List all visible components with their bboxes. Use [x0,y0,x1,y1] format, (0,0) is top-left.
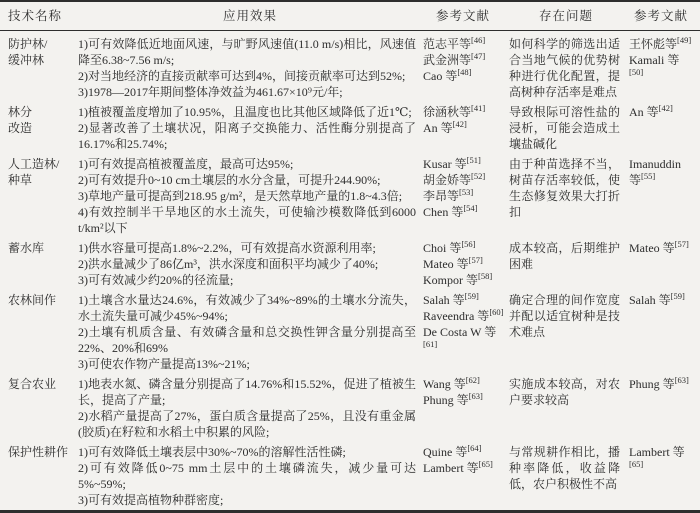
effect-item: 2)对当地经济的直接贡献率可达到4%，间接贡献率可达到52%; [78,69,406,83]
reference-item: Salah 等[59] [629,291,685,307]
effects-cell [78,292,422,372]
table-row [0,36,700,104]
reference-item: Lambert 等[65] [629,445,685,469]
effects-cell [78,240,422,288]
effect-item: 3)草地产量可提高到218.95 g/m²，是天然草地产量的1.8~4.3倍; [78,189,403,203]
tech-name-line: 农林间作 [8,293,57,307]
problem-references-cell [628,292,694,372]
problem-references-cell [628,376,694,440]
reference-number: [54] [463,203,478,213]
reference-item: Phung 等[63] [629,375,689,391]
tech-name-line: 缓冲林 [8,53,45,67]
tech-name-line: 防护林/ [8,37,48,51]
reference-number: [55] [641,171,656,181]
effects-cell [78,376,422,440]
reference-number: [49] [677,35,692,45]
tech-name-cell [8,156,78,236]
effect-references-cell [422,376,504,440]
effects-cell [78,444,422,508]
problem-references-cell [628,156,694,236]
reference-item: An 等[42] [423,119,467,135]
reference-item: De Costa W 等[61] [423,325,497,349]
reference-item: Chen 等[54] [423,203,478,219]
effect-item: 1)可有效降低近地面风速，与旷野风速值(11.0 m/s)相比，风速值降至6.38~7.56 m/s; [78,37,416,67]
effect-item: 3)可有效减少约20%的径流量; [78,273,234,287]
effects-cell [78,156,422,236]
reference-item: An 等[42] [629,103,673,119]
reference-item: 范志平等[46] [423,35,486,51]
reference-item: Salah 等[59] [423,291,479,307]
effect-item: 1)土壤含水量达24.6%，有效减少了34%~89%的土壤水分流失，水土流失量可减少45%~94%; [78,293,416,323]
problem-references-cell [628,104,694,152]
table-body [0,31,700,512]
reference-number: [57] [674,239,689,249]
effect-item: 3)可有效提高植物种群密度; [78,493,224,507]
header-application-effect: 应用效果 [222,9,277,23]
table-row [0,292,700,376]
effect-item: 2)可有效降低0~75 mm土层中的土壤磷流失，减少量可达5%~59%; [78,461,416,491]
table-row [0,240,700,292]
reference-number: [65] [478,459,493,469]
reference-number: [63] [674,375,689,385]
reference-number: [42] [658,103,673,113]
tech-name-line: 改造 [8,121,33,135]
reference-number: [61] [423,339,438,349]
effect-item: 1)供水容量可提高1.8%~2.2%，可有效提高水资源利用率; [78,241,376,255]
tech-name-line: 林分 [8,105,33,119]
tech-name-cell [8,240,78,288]
effect-item: 4)有效控制半干旱地区的水土流失，可使输沙模数降低到6000 t/km²以下 [78,205,416,235]
reference-number: [60] [489,307,504,317]
reference-item: Choi 等[56] [423,239,476,255]
reference-item: 胡金娇等[52] [423,171,486,187]
reference-item: Wang 等[62] [423,375,480,391]
tech-name-line: 保护性耕作 [8,445,69,459]
reference-item: Kusar 等[51] [423,155,481,171]
problem-cell: 由于种苗选择不当，树苗存活率较低，使生态修复效果大打折扣 [509,157,620,219]
problem-cell: 与常规耕作相比，播种率降低，收益降低，农户积极性不高 [509,445,620,491]
reference-item: Kamali 等[50] [629,53,680,77]
tech-name-line: 蓄水库 [8,241,45,255]
tech-name-cell [8,36,78,100]
effect-item: 1)地表水氮、磷含量分别提高了14.76%和15.52%，促进了植被生长，提高了产量; [78,377,416,407]
effect-references-cell [422,104,504,152]
effects-cell [78,36,422,100]
effects-cell [78,104,422,152]
reference-item: Phung 等[63] [423,391,483,407]
header-problems: 存在问题 [538,9,593,23]
reference-item: Quine 等[64] [423,443,482,459]
effect-item: 1)可有效降低土壤表层中30%~70%的溶解性活性磷; [78,445,346,459]
reference-number: [41] [471,103,486,113]
reference-number: [53] [459,187,474,197]
problem-references-cell [628,36,694,100]
reference-number: [48] [457,67,472,77]
reference-number: [52] [471,171,486,181]
problem-cell: 导致根际可溶性盐的浸析，可能会造成土壤盐碱化 [509,105,620,151]
reference-number: [51] [466,155,481,165]
reference-item: Imanuddin 等[55] [629,157,681,187]
problem-cell: 实施成本较高，对农户要求较高 [509,377,620,407]
reference-item: 武金洲等[47] [423,51,486,67]
reference-number: [50] [629,67,644,77]
table-row [0,104,700,156]
tech-name-line: 人工造林/ [8,157,60,171]
reference-number: [65] [629,459,644,469]
reference-item: Mateo 等[57] [423,255,483,271]
effect-references-cell [422,156,504,236]
effect-references-cell [422,36,504,100]
reference-number: [62] [465,375,480,385]
problem-references-cell [628,444,694,508]
tech-name-cell [8,292,78,372]
reference-item: Kompor 等[58] [423,271,493,287]
problem-cell: 成本较高，后期维护困难 [509,241,620,271]
reference-number: [59] [670,291,685,301]
effect-references-cell [422,444,504,508]
effect-item: 2)显著改善了土壤状况，阳离子交换能力、活性酶分别提高了16.17%和25.74%; [78,121,416,151]
reference-item: 李昂等[53] [423,187,474,203]
tech-name-cell [8,376,78,440]
reference-number: [64] [467,443,482,453]
effect-item: 1)植被覆盖度增加了10.95%，且温度也比其他区域降低了近1℃; [78,105,412,119]
tech-name-cell [8,444,78,508]
effect-item: 2)水稻产量提高了27%，蛋白质含量提高了25%，且没有重金属(胶质)在籽粒和水稻土中积累的风险; [78,409,416,439]
reference-number: [56] [461,239,476,249]
header-tech-name: 技术名称 [8,9,63,23]
table-row [0,444,700,512]
reference-item: 王怀彪等[49] [629,35,692,51]
reference-item: Cao 等[48] [423,67,472,83]
reference-number: [47] [471,51,486,61]
problem-cell: 如何科学的筛选出适合当地气候的优势树种进行优化配置，提高树种存活率是难点 [509,37,620,99]
problem-references-cell [628,240,694,288]
tech-name-line: 复合农业 [8,377,57,391]
reference-number: [58] [478,271,493,281]
problem-cell: 确定合理的间作宽度并配以适宜树种是技术难点 [509,293,620,339]
effect-item: 3)1978—2017年期间整体净效益为461.67×10⁹元/年; [78,85,343,99]
effect-item: 3)可使农作物产量提高13%~21%; [78,357,250,371]
tech-name-cell [8,104,78,152]
effect-item: 1)可有效提高植被覆盖度，最高可达95%; [78,157,294,171]
effect-item: 2)土壤有机质含量、有效磷含量和总交换性钾含量分别提高至22%、20%和69% [78,325,416,355]
header-references-1: 参考文献 [435,9,490,23]
reference-number: [46] [471,35,486,45]
effect-references-cell [422,292,504,372]
reference-number: [57] [468,255,483,265]
effect-item: 2)可有效提升0~10 cm土壤层的水分含量，可提升244.90%; [78,173,381,187]
table-header-row [0,2,700,31]
reference-item: Mateo 等[57] [629,239,689,255]
reference-number: [59] [464,291,479,301]
table-row [0,156,700,240]
reference-number: [42] [452,119,467,129]
reference-item: Lambert 等[65] [423,459,493,475]
header-references-2: 参考文献 [633,9,688,23]
table-row [0,376,700,444]
effect-item: 2)洪水量减少了86亿m³，洪水深度和面积平均减少了40%; [78,257,379,271]
reference-item: Raveendra 等[60] [423,307,504,323]
effect-references-cell [422,240,504,288]
reference-number: [63] [468,391,483,401]
tech-name-line: 种草 [8,173,33,187]
reference-item: 徐涵秋等[41] [423,103,486,119]
